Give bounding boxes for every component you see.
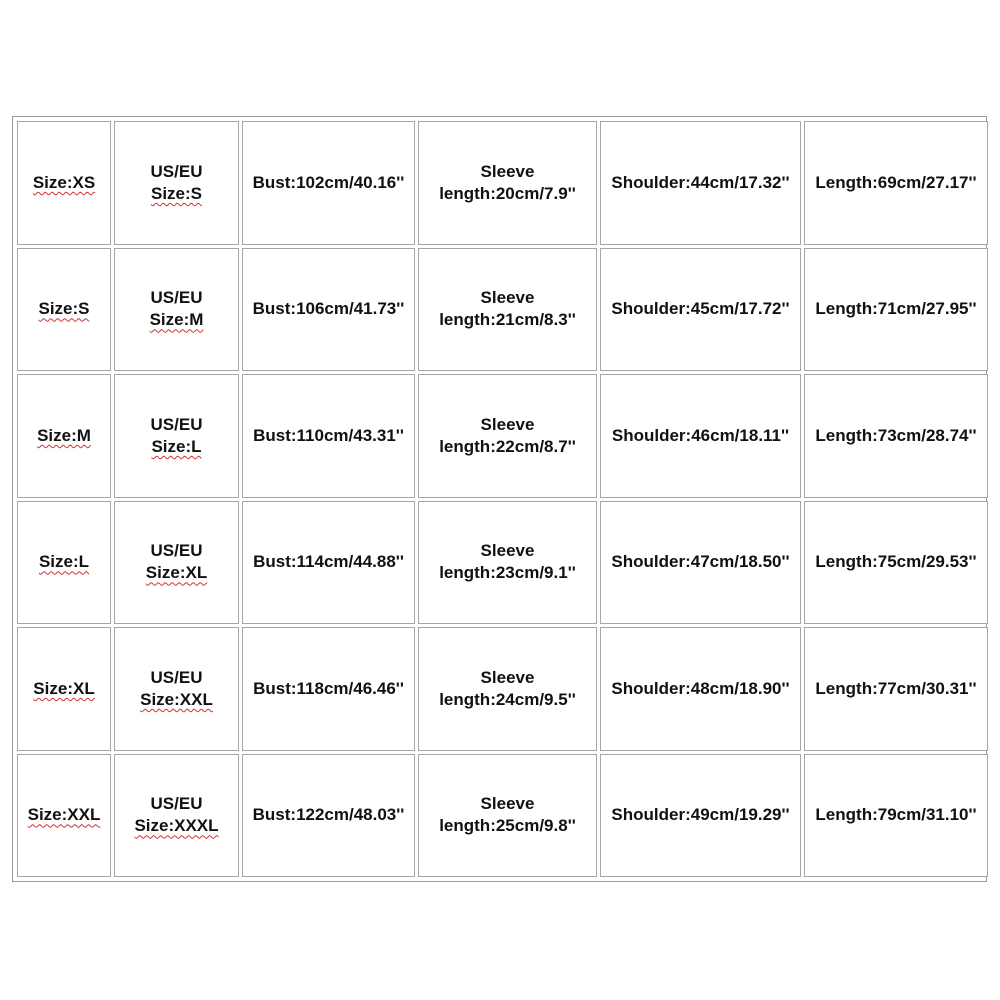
bust-value: Bust:122cm/48.03'' (252, 805, 405, 825)
size-row (17, 501, 988, 625)
us-eu-size-cell (114, 121, 239, 245)
sleeve-length-value: length:21cm/8.3'' (439, 310, 576, 330)
sleeve-length-value: length:20cm/7.9'' (439, 183, 576, 203)
sleeve-label: Sleeve (480, 541, 535, 561)
size-label: Size:L (38, 552, 90, 572)
shoulder-cell (600, 121, 801, 245)
sleeve-length-cell (418, 121, 597, 245)
size-row (17, 248, 988, 372)
shoulder-value: Shoulder:48cm/18.90'' (611, 678, 790, 698)
size-row (17, 374, 988, 498)
size-label: Size:XS (32, 172, 96, 192)
size-cell (17, 627, 111, 751)
us-eu-label: US/EU (150, 667, 203, 687)
sleeve-label: Sleeve (480, 667, 535, 687)
sleeve-length-cell (418, 501, 597, 625)
bust-value: Bust:102cm/40.16'' (252, 172, 405, 192)
bust-cell (242, 627, 415, 751)
us-eu-label: US/EU (150, 541, 203, 561)
size-cell (17, 248, 111, 372)
bust-cell (242, 501, 415, 625)
us-eu-size-label: Size:XL (145, 563, 208, 583)
sleeve-label: Sleeve (480, 288, 535, 308)
size-chart-table (14, 118, 991, 880)
size-chart-body (17, 121, 988, 877)
length-cell (804, 754, 988, 878)
us-eu-size-label: Size:S (150, 183, 203, 203)
bust-value: Bust:106cm/41.73'' (252, 299, 405, 319)
shoulder-cell (600, 501, 801, 625)
sleeve-label: Sleeve (480, 794, 535, 814)
size-row (17, 627, 988, 751)
sleeve-label: Sleeve (480, 414, 535, 434)
bust-value: Bust:114cm/44.88'' (253, 552, 404, 572)
bust-cell (242, 248, 415, 372)
us-eu-size-cell (114, 374, 239, 498)
shoulder-value: Shoulder:44cm/17.32'' (611, 172, 790, 192)
size-cell (17, 501, 111, 625)
shoulder-value: Shoulder:49cm/19.29'' (611, 805, 790, 825)
length-cell (804, 374, 988, 498)
size-row (17, 121, 988, 245)
sleeve-label: Sleeve (480, 161, 535, 181)
bust-cell (242, 121, 415, 245)
shoulder-cell (600, 248, 801, 372)
us-eu-size-cell (114, 501, 239, 625)
length-value: Length:73cm/28.74'' (815, 425, 977, 445)
size-label: Size:XL (33, 678, 95, 698)
size-cell (17, 374, 111, 498)
shoulder-cell (600, 627, 801, 751)
shoulder-value: Shoulder:47cm/18.50'' (611, 552, 790, 572)
size-label: Size:M (37, 425, 91, 445)
shoulder-value: Shoulder:45cm/17.72'' (611, 299, 790, 319)
size-row (17, 754, 988, 878)
us-eu-label: US/EU (150, 161, 203, 181)
shoulder-cell (600, 374, 801, 498)
sleeve-length-value: length:23cm/9.1'' (439, 563, 576, 583)
us-eu-size-cell (114, 248, 239, 372)
us-eu-label: US/EU (150, 794, 203, 814)
length-value: Length:71cm/27.95'' (815, 299, 977, 319)
sleeve-length-value: length:24cm/9.5'' (439, 689, 576, 709)
us-eu-size-label: Size:XXXL (134, 816, 219, 836)
us-eu-label: US/EU (150, 414, 203, 434)
size-label: Size:S (38, 299, 90, 319)
bust-cell (242, 374, 415, 498)
sleeve-length-value: length:22cm/8.7'' (439, 436, 576, 456)
length-cell (804, 248, 988, 372)
shoulder-value: Shoulder:46cm/18.11'' (611, 425, 790, 445)
sleeve-length-cell (418, 374, 597, 498)
us-eu-size-cell (114, 754, 239, 878)
shoulder-cell (600, 754, 801, 878)
bust-cell (242, 754, 415, 878)
us-eu-size-cell (114, 627, 239, 751)
sleeve-length-cell (418, 248, 597, 372)
size-label: Size:XXL (27, 805, 101, 825)
sleeve-length-value: length:25cm/9.8'' (439, 816, 576, 836)
length-value: Length:69cm/27.17'' (815, 172, 977, 192)
sleeve-length-cell (418, 627, 597, 751)
us-eu-size-label: Size:M (149, 310, 204, 330)
size-chart-frame (12, 116, 987, 882)
us-eu-size-label: Size:XXL (140, 689, 213, 709)
length-value: Length:77cm/30.31'' (815, 678, 977, 698)
us-eu-size-label: Size:L (151, 436, 202, 456)
bust-value: Bust:118cm/46.46'' (253, 678, 404, 698)
length-value: Length:75cm/29.53'' (815, 552, 977, 572)
length-cell (804, 627, 988, 751)
bust-value: Bust:110cm/43.31'' (253, 425, 404, 445)
length-value: Length:79cm/31.10'' (815, 805, 977, 825)
size-cell (17, 754, 111, 878)
length-cell (804, 501, 988, 625)
sleeve-length-cell (418, 754, 597, 878)
length-cell (804, 121, 988, 245)
us-eu-label: US/EU (150, 288, 203, 308)
size-cell (17, 121, 111, 245)
